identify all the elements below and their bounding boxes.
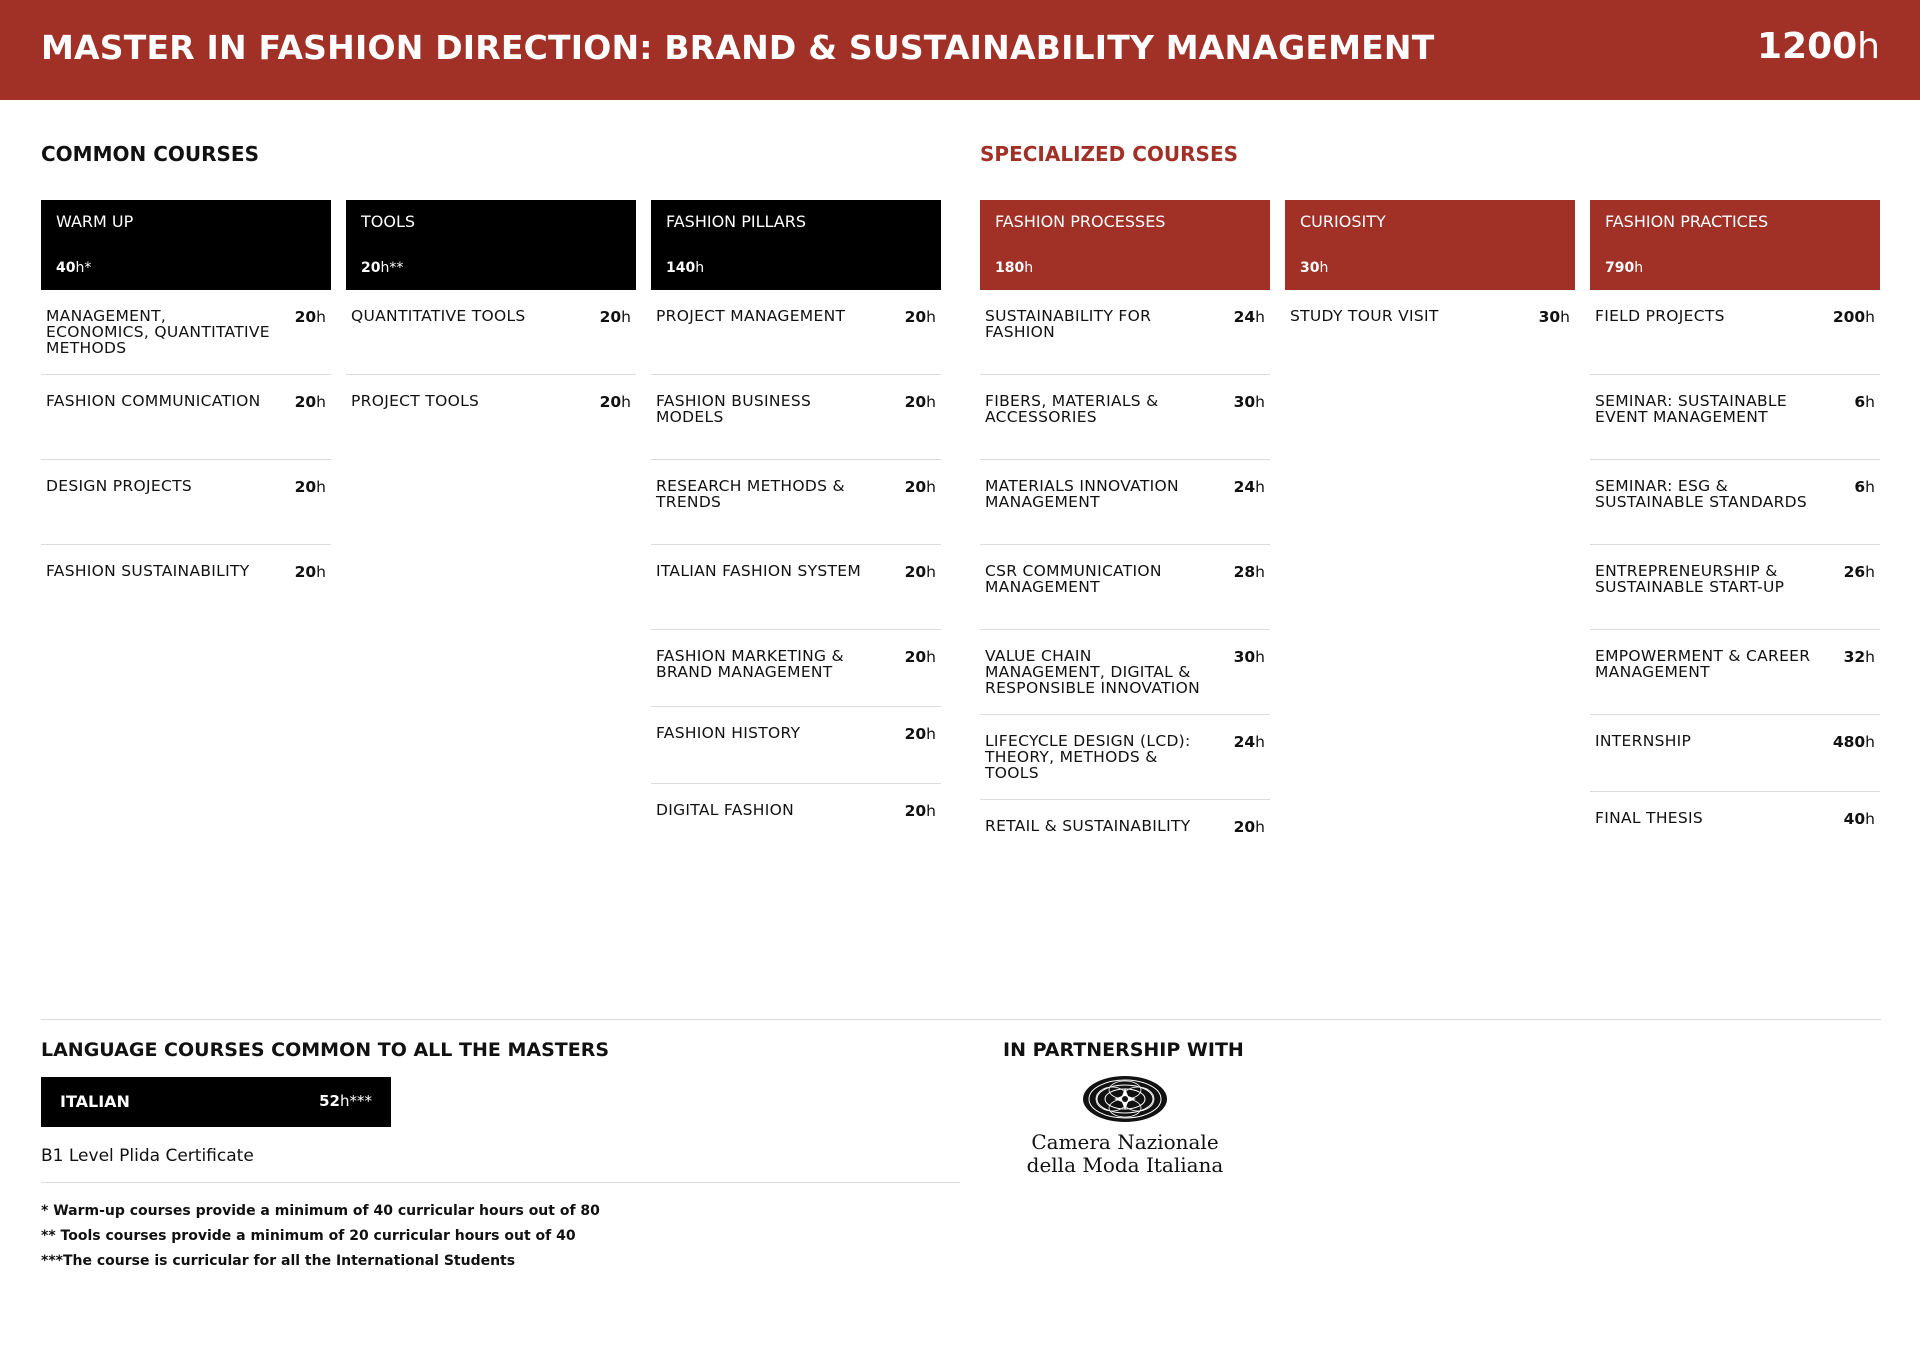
course-name: ENTREPRENEURSHIP & SUSTAINABLE START-UP (1595, 562, 1785, 596)
course-hours: 6h (1854, 393, 1875, 411)
course-row (41, 375, 331, 460)
course-hours: 20h (904, 802, 936, 820)
course-hours: 30h (1233, 648, 1265, 666)
course-name: FASHION SUSTAINABILITY (46, 562, 250, 580)
course-name: VALUE CHAIN MANAGEMENT, DIGITAL & RESPONSIBLE INNOVATION (985, 647, 1201, 697)
total-hours (1757, 26, 1880, 67)
footnote: ** Tools courses provide a minimum of 20 curricular hours out of 40 (41, 1228, 576, 1244)
course-name: FASHION COMMUNICATION (46, 392, 261, 410)
partner-logo (1000, 1075, 1250, 1195)
column-curiosity (1285, 200, 1575, 375)
course-row (651, 784, 941, 861)
partner-name-line: Camera Nazionale (1031, 1130, 1219, 1154)
course-name: RETAIL & SUSTAINABILITY (985, 817, 1191, 835)
language-divider (41, 1182, 960, 1183)
column-fashion-practices (1590, 200, 1880, 852)
course-hours: 20h (599, 393, 631, 411)
column-name: TOOLS (361, 212, 416, 231)
course-row (346, 375, 636, 460)
course-hours: 20h (904, 563, 936, 581)
common-courses-title: COMMON COURSES (41, 142, 259, 166)
course-hours: 28h (1233, 563, 1265, 581)
column-name: FASHION PILLARS (666, 212, 807, 231)
course-name: FIELD PROJECTS (1595, 307, 1725, 325)
course-row (346, 290, 636, 375)
course-name: DIGITAL FASHION (656, 801, 794, 819)
column-name: CURIOSITY (1300, 212, 1386, 231)
course-hours: 32h (1843, 648, 1875, 666)
course-name: EMPOWERMENT & CAREER MANAGEMENT (1595, 647, 1811, 681)
course-name: SUSTAINABILITY FOR FASHION (985, 307, 1152, 341)
course-row (1285, 290, 1575, 375)
course-name: MATERIALS INNOVATION MANAGEMENT (985, 477, 1179, 511)
column-header (346, 200, 636, 290)
course-name: FIBERS, MATERIALS & ACCESSORIES (985, 392, 1159, 426)
course-hours: 20h (904, 725, 936, 743)
course-hours: 26h (1843, 563, 1875, 581)
column-name: FASHION PRACTICES (1605, 212, 1769, 231)
course-name: SEMINAR: ESG & SUSTAINABLE STANDARDS (1595, 477, 1808, 511)
course-name: DESIGN PROJECTS (46, 477, 192, 495)
course-hours: 30h (1538, 308, 1570, 326)
course-hours: 20h (294, 393, 326, 411)
course-hours: 20h (1233, 818, 1265, 836)
section-divider (41, 1019, 1881, 1020)
course-name: FASHION HISTORY (656, 724, 801, 742)
course-row (980, 460, 1270, 545)
course-name: PROJECT TOOLS (351, 392, 480, 410)
column-warm-up (41, 200, 331, 630)
certificate-label: B1 Level Plida Certificate (41, 1146, 254, 1166)
course-hours: 20h (904, 308, 936, 326)
course-row (651, 375, 941, 460)
course-row (980, 545, 1270, 630)
course-name: SEMINAR: SUSTAINABLE EVENT MANAGEMENT (1595, 392, 1787, 426)
course-name: ITALIAN FASHION SYSTEM (656, 562, 862, 580)
course-row (1590, 375, 1880, 460)
course-row (651, 545, 941, 630)
course-hours: 20h (294, 478, 326, 496)
course-row (41, 290, 331, 375)
course-row (651, 460, 941, 545)
course-name: RESEARCH METHODS & TRENDS (656, 477, 845, 511)
course-row (41, 460, 331, 545)
page-title: MASTER IN FASHION DIRECTION: BRAND & SUSTAINABILITY MANAGEMENT (41, 28, 1435, 67)
course-hours: 6h (1854, 478, 1875, 496)
course-name: INTERNSHIP (1595, 732, 1692, 750)
course-hours: 20h (294, 563, 326, 581)
course-name: PROJECT MANAGEMENT (656, 307, 846, 325)
column-hours: 180h (995, 260, 1034, 276)
language-course-box (41, 1077, 391, 1127)
column-tools (346, 200, 636, 460)
course-row (651, 290, 941, 375)
column-name: WARM UP (56, 212, 134, 231)
course-row (651, 707, 941, 784)
footnote: ***The course is curricular for all the International Students (41, 1253, 516, 1269)
column-fashion-pillars (651, 200, 941, 861)
column-hours: 20h** (361, 260, 404, 276)
course-hours: 20h (294, 308, 326, 326)
column-header (651, 200, 941, 290)
partnership-title: IN PARTNERSHIP WITH (1003, 1039, 1244, 1061)
course-name: STUDY TOUR VISIT (1290, 307, 1439, 325)
course-name: CSR COMMUNICATION MANAGEMENT (985, 562, 1162, 596)
column-header (980, 200, 1270, 290)
course-row (980, 375, 1270, 460)
partner-name (1000, 1131, 1250, 1177)
footnote: * Warm-up courses provide a minimum of 40 curricular hours out of 80 (41, 1203, 600, 1219)
course-row (980, 800, 1270, 860)
course-hours: 20h (904, 393, 936, 411)
course-hours: 20h (904, 478, 936, 496)
course-row (41, 545, 331, 630)
column-hours: 30h (1300, 260, 1329, 276)
course-row (651, 630, 941, 707)
course-name: MANAGEMENT, ECONOMICS, QUANTITATIVE METHODS (46, 307, 270, 357)
column-header (1590, 200, 1880, 290)
course-row (980, 290, 1270, 375)
course-row (980, 715, 1270, 800)
camera-nazionale-logo-icon (1082, 1075, 1168, 1123)
language-course-hours: 52h*** (319, 1092, 372, 1110)
partner-name-line: della Moda Italiana (1026, 1153, 1224, 1177)
footnotes (41, 1199, 600, 1274)
course-name: LIFECYCLE DESIGN (LCD): THEORY, METHODS & TOOLS (985, 732, 1191, 782)
course-name: FASHION BUSINESS MODELS (656, 392, 812, 426)
column-hours: 790h (1605, 260, 1644, 276)
total-hours-unit: h (1857, 26, 1880, 67)
course-hours: 200h (1832, 308, 1875, 326)
course-row (1590, 545, 1880, 630)
course-hours: 24h (1233, 308, 1265, 326)
course-hours: 24h (1233, 478, 1265, 496)
course-hours: 20h (904, 648, 936, 666)
course-name: FINAL THESIS (1595, 809, 1704, 827)
course-hours: 24h (1233, 733, 1265, 751)
column-hours: 140h (666, 260, 705, 276)
course-hours: 20h (599, 308, 631, 326)
page-header (0, 0, 1920, 100)
column-header (1285, 200, 1575, 290)
total-hours-number: 1200 (1756, 26, 1858, 67)
column-fashion-processes (980, 200, 1270, 860)
course-row (1590, 290, 1880, 375)
course-row (1590, 630, 1880, 715)
column-header (41, 200, 331, 290)
course-row (1590, 715, 1880, 792)
column-name: FASHION PROCESSES (995, 212, 1166, 231)
course-row (1590, 460, 1880, 545)
course-hours: 40h (1843, 810, 1875, 828)
language-courses-title: LANGUAGE COURSES COMMON TO ALL THE MASTERS (41, 1039, 610, 1061)
language-course-name: ITALIAN (60, 1092, 130, 1111)
course-row (980, 630, 1270, 715)
column-hours: 40h* (56, 260, 92, 276)
specialized-courses-title: SPECIALIZED COURSES (980, 142, 1239, 166)
course-hours: 480h (1832, 733, 1875, 751)
course-row (1590, 792, 1880, 852)
course-name: FASHION MARKETING & BRAND MANAGEMENT (656, 647, 844, 681)
course-hours: 30h (1233, 393, 1265, 411)
course-name: QUANTITATIVE TOOLS (351, 307, 526, 325)
